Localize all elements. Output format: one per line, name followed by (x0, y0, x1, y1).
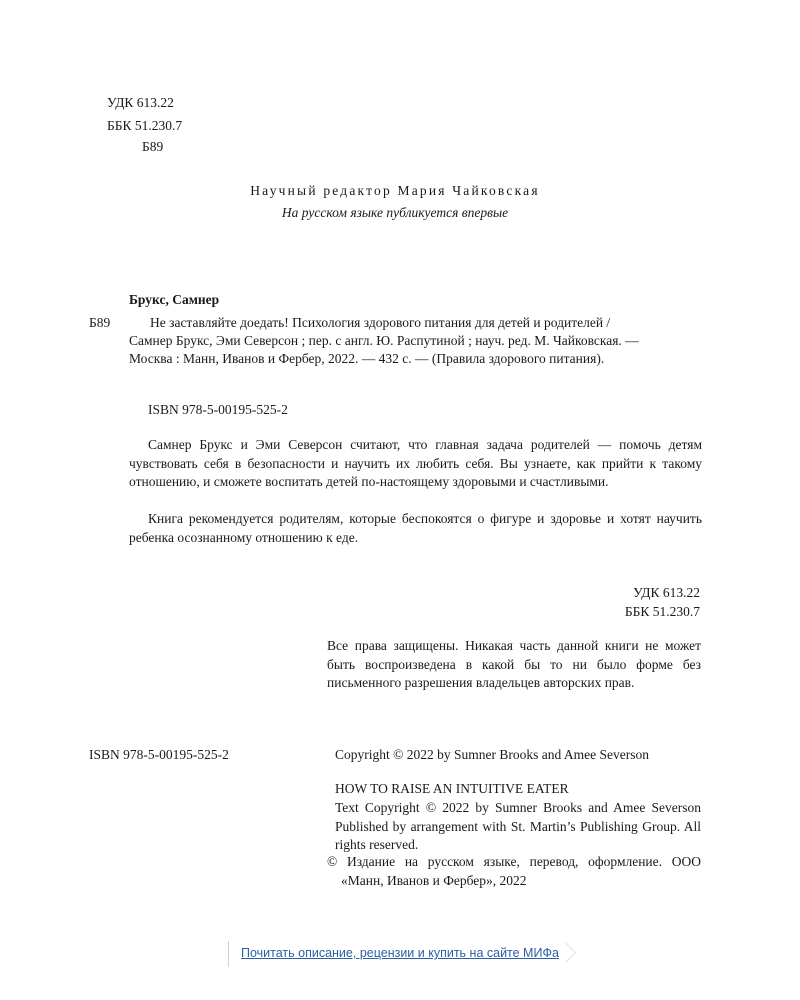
text-copyright: Text Copyright © 2022 by Sumner Brooks and Amee Severson Published by arrangement with St. Martin’s Publishing Group. All rights reserved. (335, 800, 701, 852)
copyright-line: Copyright © 2022 by Sumner Brooks and Amee Severson (335, 747, 649, 762)
publisher-link-box (228, 941, 569, 967)
original-title: HOW TO RAISE AN INTUITIVE EATER (335, 781, 569, 796)
rights-notice: Все права защищены. Никакая часть данной книги не может быть воспроизведена в какой бы то ни было форме без письменного разрешения владельцев авторских прав. (327, 638, 701, 690)
right-bbk-code: ББК 51.230.7 (624, 604, 700, 619)
publisher-link[interactable]: Почитать описание, рецензии и купить на сайте МИФа (241, 946, 559, 960)
footer-isbn: ISBN 978-5-00195-525-2 (89, 747, 229, 762)
bibliography-line-1: Не заставляйте доедать! Психология здорового питания для детей и родителей / (150, 315, 611, 330)
first-publication-note: На русском языке публикуется впервые (281, 205, 509, 220)
scientific-editor: Научный редактор Мария Чайковская (250, 183, 540, 198)
russian-edition-copyright: © Издание на русском языке, перевод, оформление. ООО «Манн, Иванов и Фербер», 2022 (327, 854, 701, 888)
bibliography-line-3: Москва : Манн, Иванов и Фербер, 2022. — 432 с. — (Правила здорового питания). (129, 351, 605, 366)
bibliography-mark: Б89 (89, 315, 111, 330)
bibliography-line-2: Самнер Брукс, Эми Северсон ; пер. с англ. Ю. Распутиной ; науч. ред. М. Чайковская. — (129, 333, 639, 348)
author-mark: Б89 (142, 139, 164, 154)
right-udk-code: УДК 613.22 (633, 585, 700, 600)
annotation-paragraph-2: Книга рекомендуется родителям, которые беспокоятся о фигуре и здоровье и хотят научить ребенка осознанному отношению к еде. (129, 511, 702, 545)
udk-code: УДК 613.22 (107, 95, 174, 110)
annotation-paragraph-1: Самнер Брукс и Эми Северсон считают, что главная задача родителей — помочь детям чувствовать себя в безопасности и научить их любить себя. Вы узнаете, как прийти к такому отношению, и сможете воспитать детей по-настоящему здоровыми и счастливыми. (129, 437, 702, 489)
bbk-code: ББК 51.230.7 (107, 118, 183, 133)
bibliography-author: Брукс, Самнер (129, 292, 220, 307)
bibliography-isbn: ISBN 978-5-00195-525-2 (148, 402, 288, 417)
